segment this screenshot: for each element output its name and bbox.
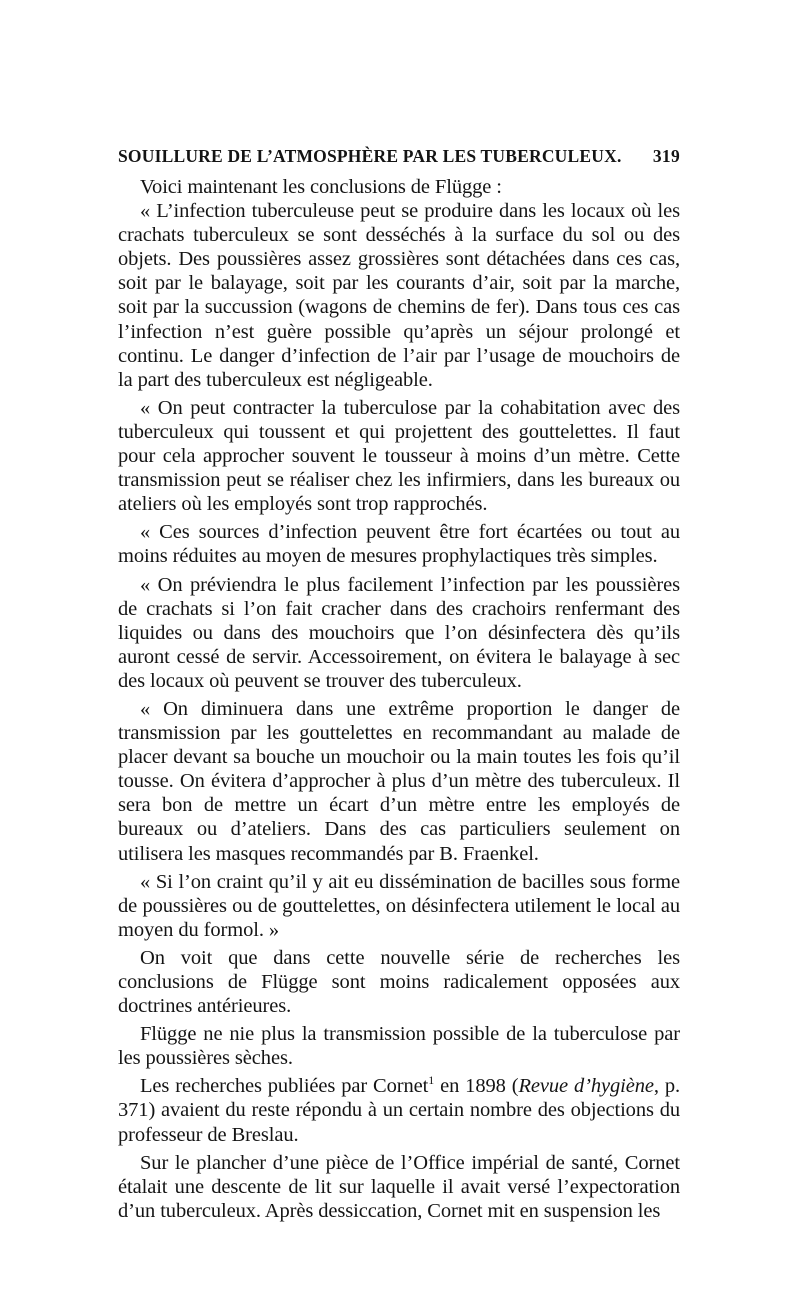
p10-text-b: en 1898 ( xyxy=(434,1075,519,1098)
paragraph-5: « On préviendra le plus facilement l’infection par les poussières de crachats si l’on fait cracher dans des crachoirs renfermant des liquides ou dans des mouchoirs que l’on désinfectera dès qu’ils auront cessé de servir. Accessoirement, on évitera le balayage à sec des locaux où peuvent se trouver des tuberculeux. xyxy=(118,573,680,692)
book-page xyxy=(118,146,680,1223)
paragraph-7: « Si l’on craint qu’il y ait eu dissémination de bacilles sous forme de poussières ou de gouttelettes, on désinfectera utilement le local au moyen du formol. » xyxy=(118,870,680,941)
paragraph-6: « On diminuera dans une extrême proportion le danger de transmission par les gouttelettes en recommandant au malade de placer devant sa bouche un mouchoir ou la main toutes les fois qu’il tousse. On évitera d’approcher à plus d’un mètre des tuberculeux. Il sera bon de mettre un écart d’un mètre entre les employés de bureaux ou d’ateliers. Dans des cas particuliers seulement on utilisera les masques recommandés par B. Fraenkel. xyxy=(118,697,680,865)
paragraph-4: « Ces sources d’infection peuvent être fort écartées ou tout au moins réduites au moyen de mesures prophylactiques très simples. xyxy=(118,521,680,568)
footnote-marker: 1 xyxy=(428,1073,435,1088)
paragraph-3: « On peut contracter la tuberculose par la cohabitation avec des tuberculeux qui toussent et qui projettent des gouttelettes. Il faut pour cela approcher souvent le tousseur à moins d’un mètre. Cette transmission peut se réaliser chez les infirmiers, dans les bureaux ou ateliers où les employés sont trop rapprochés. xyxy=(118,396,680,516)
paragraph-9: Flügge ne nie plus la transmission possible de la tuberculose par les poussières sèches. xyxy=(118,1023,680,1070)
p10-text-a: Les recherches publiées par Cornet xyxy=(140,1075,429,1098)
running-title: SOUILLURE DE L’ATMOSPHÈRE PAR LES TUBERCULEUX. xyxy=(118,146,622,166)
journal-title: Revue d’hygiène xyxy=(518,1075,654,1098)
p10-text-c: , p. 371) avaient du reste répondu à un certain nombre des objections du professeur de Breslau. xyxy=(118,1075,680,1146)
paragraph-8: On voit que dans cette nouvelle série de recherches les conclusions de Flügge sont moins radicalement opposées aux doctrines antérieures. xyxy=(118,946,680,1018)
paragraph-11: Sur le plancher d’une pièce de l’Office impérial de santé, Cornet étalait une descente de lit sur laquelle il avait versé l’expectoration d’un tuberculeux. Après dessiccation, Cornet mit en suspension les xyxy=(118,1151,680,1222)
page-number: 319 xyxy=(652,146,680,166)
paragraph-1: Voici maintenant les conclusions de Flügge : xyxy=(140,176,502,198)
paragraph-2: « L’infection tuberculeuse peut se produire dans les locaux où les crachats tuberculeux se sont desséchés à la surface du sol ou des objets. Des poussières assez grossières sont détachées dans ces cas, soit par le balayage, soit par les courants d’air, soit par la marche, soit par la succussion (wagons de chemins de fer). Dans tous ces cas l’infection n’est guère possible qu’après un séjour prolongé et continu. Le danger d’infection de l’air par l’usage de mouchoirs de la part des tuberculeux est négligeable. xyxy=(118,200,680,391)
paragraph-10 xyxy=(118,1074,680,1146)
page-body xyxy=(118,175,680,1223)
running-header xyxy=(118,146,680,167)
